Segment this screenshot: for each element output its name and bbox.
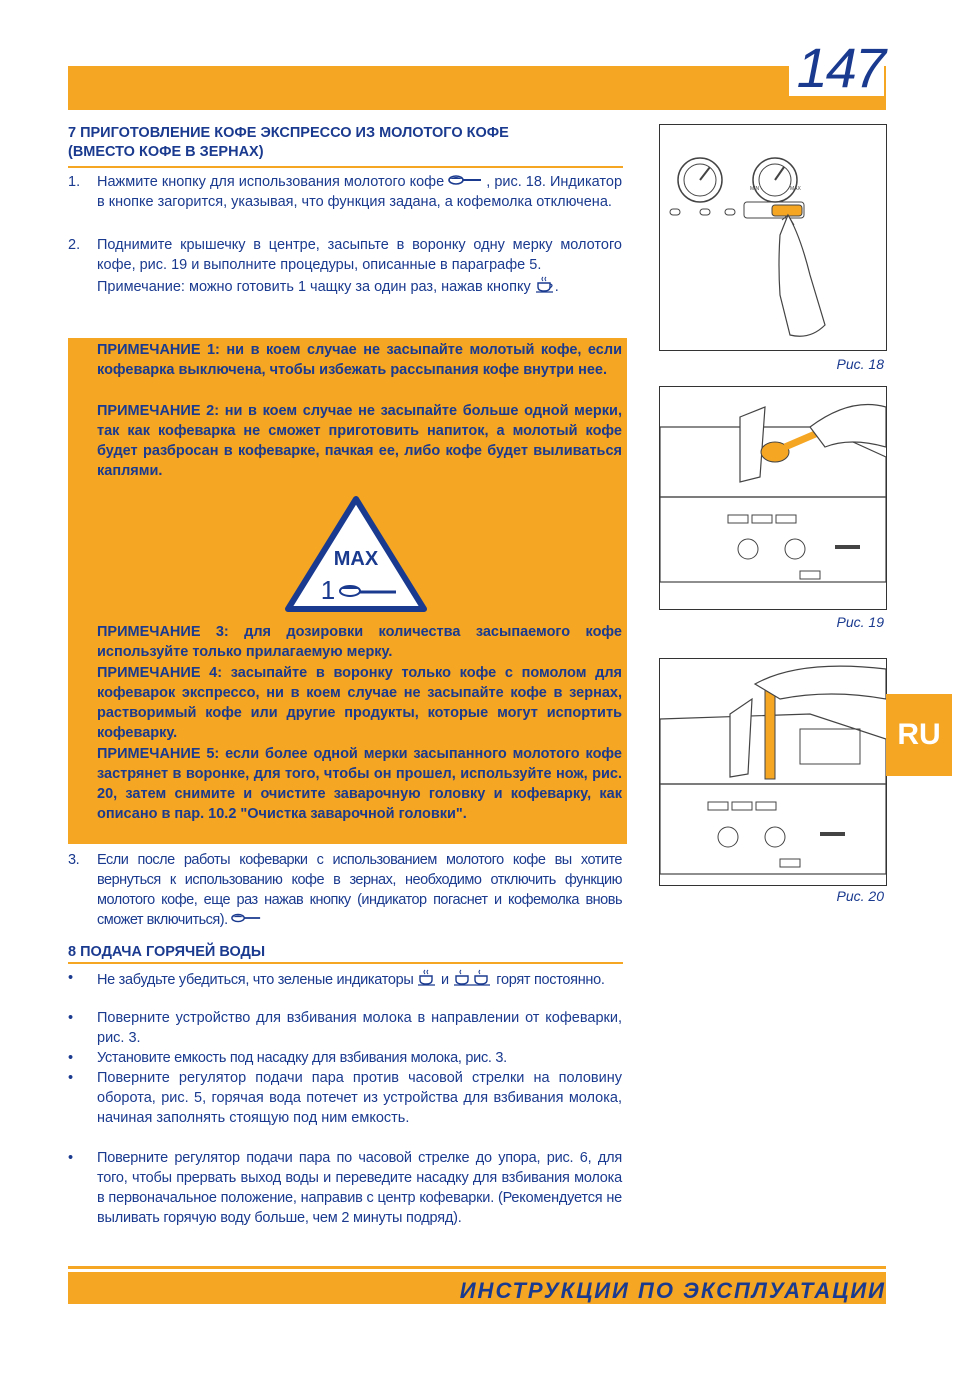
hot-water-step-3-text: Установите емкость под насадку для взбивания молока, рис. 3. — [97, 1050, 507, 1066]
step-2-note-end: . — [554, 278, 559, 295]
page-number: 147 — [789, 40, 884, 96]
hot-water-step-2-text: Поверните устройство для взбивания молока в направлении от кофеварки, рис. 3. — [97, 1010, 622, 1046]
figure-18-caption: Рис. 18 — [836, 356, 884, 372]
bullet: • — [68, 1150, 73, 1166]
section-7-title — [68, 124, 628, 162]
step-1-number: 1. — [68, 174, 81, 190]
fig18-max: MAX — [790, 186, 801, 192]
figure-20-caption: Рис. 20 — [836, 888, 884, 904]
step-3 — [68, 850, 622, 934]
step-2-body — [97, 235, 622, 299]
figure-20 — [659, 658, 887, 886]
section-7-title-line2: (ВМЕСТО КОФЕ В ЗЕРНАХ) — [68, 144, 264, 160]
step-2-number: 2. — [68, 237, 81, 253]
step-3-text: Если после работы кофеварки с использованием молотого кофе вы хотите вернуться к использованию кофе в зернах, необходимо отключить функцию молотого кофе, еще раз нажав кнопку (индикатор погаснет и кофемолка вновь сможет включиться). — [97, 852, 622, 928]
step-1-text — [97, 172, 622, 212]
step-1 — [68, 172, 622, 232]
warning-max-label: MAX — [333, 548, 379, 570]
ground-coffee-spoon-icon — [231, 910, 261, 930]
section-7-underline — [68, 166, 623, 168]
section-7-title-line1: 7 ПРИГОТОВЛЕНИЕ КОФЕ ЭКСПРЕССО ИЗ МОЛОТОГО КОФЕ — [68, 125, 509, 141]
figure-19-caption: Рис. 19 — [836, 614, 884, 630]
cup-icon — [417, 968, 437, 992]
bullet: • — [68, 1070, 74, 1086]
hot-water-step-5 — [68, 1148, 622, 1248]
ground-coffee-spoon-icon — [448, 172, 482, 192]
fig18-min: MIN — [750, 186, 760, 192]
section-8-underline — [68, 962, 623, 964]
hot-water-step-4-text: Поверните регулятор подачи пара против часовой стрелки на половину оборота, рис. 5, горячая вода потечет из устройства для взбивания молока, начиная заполнять стоящую под ним емкость. — [97, 1070, 622, 1126]
step-3-number: 3. — [68, 852, 80, 868]
note-4: ПРИМЕЧАНИЕ 4: засыпайте в воронку только кофе с помолом для кофеварок экспрессо, ни в коем случае не засыпайте кофе в зернах, растворимый кофе или другие продукты, которые могут испортить кофеварку. — [97, 665, 622, 741]
figure-18 — [659, 124, 887, 351]
note-3: ПРИМЕЧАНИЕ 3: для дозировки количества засыпаемого кофе используйте только прилагаемую мерку. — [97, 624, 622, 660]
warning-one-label: 1 — [320, 575, 336, 605]
step-2 — [68, 235, 622, 335]
hot-water-step-1-text-b: горят постоянно. — [496, 971, 605, 988]
two-cups-icon — [453, 968, 493, 992]
hot-water-step-2 — [68, 1008, 622, 1048]
hot-water-step-1-text-a: Не забудьте убедиться, что зеленые индикаторы — [97, 971, 414, 988]
step-2-text: Поднимите крышечку в центре, засыпьте в воронку одну мерку молотого кофе, рис. 19 и выполните процедуры, описанные в параграфе 5. — [97, 237, 622, 273]
hot-water-step-1-body — [97, 968, 622, 992]
step-3-body — [97, 850, 622, 930]
language-tab: RU — [886, 694, 952, 776]
bullet: • — [68, 970, 73, 986]
footer-line — [68, 1266, 886, 1269]
hot-water-step-1-and: и — [441, 971, 449, 988]
footer-title: ИНСТРУКЦИИ ПО ЭКСПЛУАТАЦИИ — [459, 1278, 886, 1303]
hot-water-step-4 — [68, 1068, 622, 1148]
bullet: • — [68, 1010, 74, 1026]
hot-water-step-5-text: Поверните регулятор подачи пара по часовой стрелке до упора, рис. 6, для того, чтобы прервать выход воды и переведите насадку для взбивания молока в первоначальное положение, направив с центр кофеварки. (Рекомендуется не выливать горячую воду больше, чем 2 минуты подряд). — [97, 1150, 622, 1226]
note-2: ПРИМЕЧАНИЕ 2: ни в коем случае не засыпайте больше одной мерки, так как кофеварка не сможет приготовить напиток, а молотый кофе будет разбросан в кофеварке, пачкая ее, либо кофе будет выливаться каплями. — [97, 403, 622, 479]
step-2-note — [97, 275, 622, 299]
step-2-note-text: Примечание: можно готовить 1 чащку за один раз, нажав кнопку — [97, 278, 531, 295]
step-1-text-b: , рис. 18. Индикатор в кнопке загорится, указывая, что функция задана, а кофемолка отключена. — [97, 174, 623, 211]
step-1-text-a: Нажмите кнопку для использования молотого кофе — [97, 174, 445, 190]
note-5: ПРИМЕЧАНИЕ 5: если более одной мерки засыпанного молотого кофе застрянет в воронке, для того, чтобы он прошел, используйте нож, рис. 20, затем снимите и очистите заварочную головку и кофеварку, как описано в пар. 10.2 "Очистка заварочной головки". — [97, 746, 622, 822]
section-8-title: 8 ПОДАЧА ГОРЯЧЕЙ ВОДЫ — [68, 944, 266, 960]
figure-19 — [659, 386, 887, 610]
warning-triangle-icon — [284, 495, 428, 613]
note-1: ПРИМЕЧАНИЕ 1: ни в коем случае не засыпайте молотый кофе, если кофеварка выключена, чтобы избежать рассыпания кофе внутри нее. — [97, 342, 622, 378]
hot-water-step-1 — [68, 968, 622, 1008]
bullet: • — [68, 1050, 73, 1066]
cup-icon — [535, 275, 555, 299]
hot-water-step-3 — [68, 1048, 622, 1068]
header-bar — [68, 66, 886, 110]
